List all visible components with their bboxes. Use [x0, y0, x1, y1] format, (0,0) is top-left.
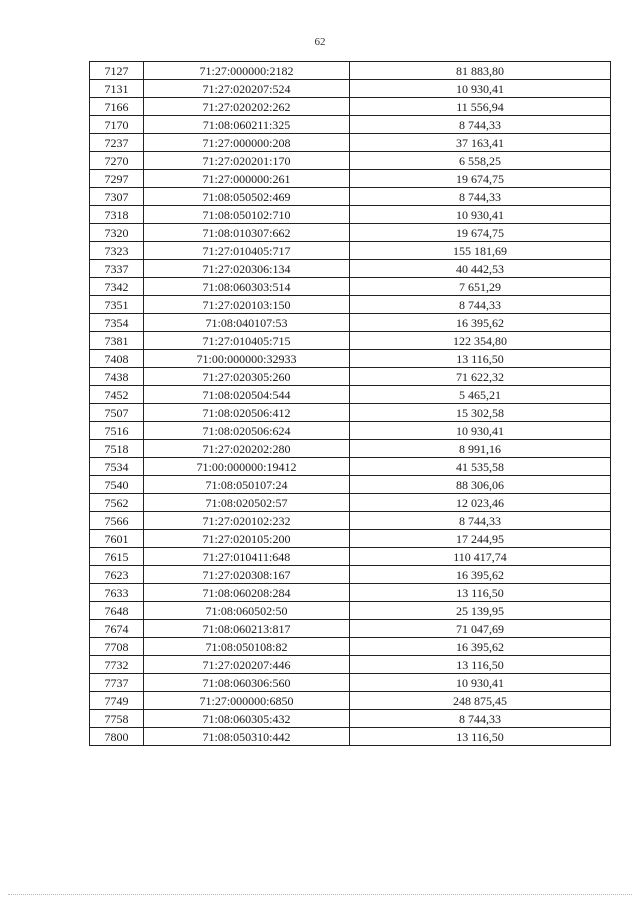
amount-cell: 248 875,45 — [350, 692, 611, 710]
table-row — [90, 62, 611, 80]
cadastral-number-cell: 71:08:060306:560 — [144, 674, 350, 692]
cadastral-number-cell: 71:27:020306:134 — [144, 260, 350, 278]
row-number-cell: 7507 — [90, 404, 144, 422]
table-row — [90, 494, 611, 512]
table-row — [90, 728, 611, 746]
row-number-cell: 7438 — [90, 368, 144, 386]
table-row — [90, 278, 611, 296]
cadastral-number-cell: 71:27:000000:2182 — [144, 62, 350, 80]
cadastral-number-cell: 71:08:060211:325 — [144, 116, 350, 134]
cadastral-number-cell: 71:08:020506:624 — [144, 422, 350, 440]
amount-cell: 10 930,41 — [350, 80, 611, 98]
cadastral-number-cell: 71:27:010405:717 — [144, 242, 350, 260]
table-row — [90, 566, 611, 584]
footer-scan-artifact — [8, 892, 632, 895]
amount-cell: 8 744,33 — [350, 116, 611, 134]
table-row — [90, 710, 611, 728]
row-number-cell: 7737 — [90, 674, 144, 692]
amount-cell: 8 991,16 — [350, 440, 611, 458]
table-row — [90, 332, 611, 350]
cadastral-number-cell: 71:27:000000:208 — [144, 134, 350, 152]
table-row — [90, 530, 611, 548]
table-row — [90, 368, 611, 386]
cadastral-number-cell: 71:08:050310:442 — [144, 728, 350, 746]
row-number-cell: 7633 — [90, 584, 144, 602]
cadastral-table — [89, 61, 611, 746]
cadastral-number-cell: 71:27:020202:280 — [144, 440, 350, 458]
cadastral-number-cell: 71:27:020305:260 — [144, 368, 350, 386]
table-row — [90, 656, 611, 674]
cadastral-number-cell: 71:27:020103:150 — [144, 296, 350, 314]
table-row — [90, 116, 611, 134]
amount-cell: 10 930,41 — [350, 422, 611, 440]
amount-cell: 8 744,33 — [350, 296, 611, 314]
cadastral-number-cell: 71:27:020105:200 — [144, 530, 350, 548]
cadastral-number-cell: 71:27:020102:232 — [144, 512, 350, 530]
cadastral-number-cell: 71:27:000000:261 — [144, 170, 350, 188]
row-number-cell: 7601 — [90, 530, 144, 548]
table-row — [90, 692, 611, 710]
row-number-cell: 7127 — [90, 62, 144, 80]
table-row — [90, 188, 611, 206]
page-number: 62 — [314, 36, 326, 48]
cadastral-number-cell: 71:27:000000:6850 — [144, 692, 350, 710]
cadastral-number-cell: 71:27:020207:446 — [144, 656, 350, 674]
row-number-cell: 7307 — [90, 188, 144, 206]
table-row — [90, 152, 611, 170]
amount-cell: 16 395,62 — [350, 566, 611, 584]
table-row — [90, 350, 611, 368]
table-row — [90, 476, 611, 494]
amount-cell: 13 116,50 — [350, 656, 611, 674]
row-number-cell: 7708 — [90, 638, 144, 656]
row-number-cell: 7562 — [90, 494, 144, 512]
amount-cell: 88 306,06 — [350, 476, 611, 494]
amount-cell: 122 354,80 — [350, 332, 611, 350]
table-row — [90, 422, 611, 440]
row-number-cell: 7351 — [90, 296, 144, 314]
row-number-cell: 7342 — [90, 278, 144, 296]
amount-cell: 19 674,75 — [350, 170, 611, 188]
row-number-cell: 7170 — [90, 116, 144, 134]
amount-cell: 8 744,33 — [350, 188, 611, 206]
amount-cell: 8 744,33 — [350, 512, 611, 530]
cadastral-number-cell: 71:27:020308:167 — [144, 566, 350, 584]
row-number-cell: 7758 — [90, 710, 144, 728]
cadastral-number-cell: 71:27:010411:648 — [144, 548, 350, 566]
table-row — [90, 584, 611, 602]
row-number-cell: 7354 — [90, 314, 144, 332]
row-number-cell: 7516 — [90, 422, 144, 440]
table-row — [90, 80, 611, 98]
row-number-cell: 7297 — [90, 170, 144, 188]
amount-cell: 37 163,41 — [350, 134, 611, 152]
table-row — [90, 242, 611, 260]
row-number-cell: 7623 — [90, 566, 144, 584]
row-number-cell: 7452 — [90, 386, 144, 404]
cadastral-number-cell: 71:08:050102:710 — [144, 206, 350, 224]
amount-cell: 40 442,53 — [350, 260, 611, 278]
row-number-cell: 7381 — [90, 332, 144, 350]
row-number-cell: 7237 — [90, 134, 144, 152]
table-row — [90, 170, 611, 188]
row-number-cell: 7732 — [90, 656, 144, 674]
amount-cell: 110 417,74 — [350, 548, 611, 566]
row-number-cell: 7540 — [90, 476, 144, 494]
table-row — [90, 260, 611, 278]
cadastral-number-cell: 71:08:020504:544 — [144, 386, 350, 404]
row-number-cell: 7534 — [90, 458, 144, 476]
table-row — [90, 512, 611, 530]
table-row — [90, 314, 611, 332]
amount-cell: 7 651,29 — [350, 278, 611, 296]
cadastral-number-cell: 71:08:020502:57 — [144, 494, 350, 512]
amount-cell: 5 465,21 — [350, 386, 611, 404]
table-row — [90, 620, 611, 638]
table-row — [90, 98, 611, 116]
row-number-cell: 7320 — [90, 224, 144, 242]
table-body — [90, 62, 611, 746]
cadastral-number-cell: 71:08:040107:53 — [144, 314, 350, 332]
table-row — [90, 602, 611, 620]
cadastral-number-cell: 71:27:020202:262 — [144, 98, 350, 116]
row-number-cell: 7337 — [90, 260, 144, 278]
row-number-cell: 7270 — [90, 152, 144, 170]
table-row — [90, 674, 611, 692]
table-row — [90, 458, 611, 476]
amount-cell: 16 395,62 — [350, 314, 611, 332]
cadastral-number-cell: 71:08:050108:82 — [144, 638, 350, 656]
amount-cell: 16 395,62 — [350, 638, 611, 656]
table-row — [90, 404, 611, 422]
cadastral-number-cell: 71:08:060502:50 — [144, 602, 350, 620]
amount-cell: 8 744,33 — [350, 710, 611, 728]
amount-cell: 13 116,50 — [350, 350, 611, 368]
row-number-cell: 7566 — [90, 512, 144, 530]
amount-cell: 25 139,95 — [350, 602, 611, 620]
table-row — [90, 134, 611, 152]
amount-cell: 17 244,95 — [350, 530, 611, 548]
cadastral-number-cell: 71:08:020506:412 — [144, 404, 350, 422]
row-number-cell: 7408 — [90, 350, 144, 368]
row-number-cell: 7800 — [90, 728, 144, 746]
cadastral-number-cell: 71:27:010405:715 — [144, 332, 350, 350]
cadastral-number-cell: 71:00:000000:19412 — [144, 458, 350, 476]
table-row — [90, 548, 611, 566]
cadastral-number-cell: 71:08:010307:662 — [144, 224, 350, 242]
cadastral-number-cell: 71:08:060208:284 — [144, 584, 350, 602]
amount-cell: 15 302,58 — [350, 404, 611, 422]
row-number-cell: 7648 — [90, 602, 144, 620]
row-number-cell: 7131 — [90, 80, 144, 98]
amount-cell: 155 181,69 — [350, 242, 611, 260]
cadastral-number-cell: 71:08:050107:24 — [144, 476, 350, 494]
row-number-cell: 7518 — [90, 440, 144, 458]
row-number-cell: 7615 — [90, 548, 144, 566]
amount-cell: 71 047,69 — [350, 620, 611, 638]
cadastral-number-cell: 71:27:020201:170 — [144, 152, 350, 170]
table-row — [90, 638, 611, 656]
cadastral-number-cell: 71:08:060305:432 — [144, 710, 350, 728]
amount-cell: 13 116,50 — [350, 584, 611, 602]
table-row — [90, 386, 611, 404]
cadastral-number-cell: 71:08:060213:817 — [144, 620, 350, 638]
table-row — [90, 224, 611, 242]
row-number-cell: 7318 — [90, 206, 144, 224]
row-number-cell: 7166 — [90, 98, 144, 116]
cadastral-number-cell: 71:08:060303:514 — [144, 278, 350, 296]
table-row — [90, 206, 611, 224]
amount-cell: 6 558,25 — [350, 152, 611, 170]
table-row — [90, 440, 611, 458]
amount-cell: 71 622,32 — [350, 368, 611, 386]
amount-cell: 10 930,41 — [350, 674, 611, 692]
amount-cell: 11 556,94 — [350, 98, 611, 116]
row-number-cell: 7323 — [90, 242, 144, 260]
cadastral-number-cell: 71:08:050502:469 — [144, 188, 350, 206]
amount-cell: 19 674,75 — [350, 224, 611, 242]
amount-cell: 81 883,80 — [350, 62, 611, 80]
row-number-cell: 7674 — [90, 620, 144, 638]
amount-cell: 41 535,58 — [350, 458, 611, 476]
amount-cell: 10 930,41 — [350, 206, 611, 224]
cadastral-number-cell: 71:27:020207:524 — [144, 80, 350, 98]
cadastral-number-cell: 71:00:000000:32933 — [144, 350, 350, 368]
table-row — [90, 296, 611, 314]
amount-cell: 12 023,46 — [350, 494, 611, 512]
row-number-cell: 7749 — [90, 692, 144, 710]
amount-cell: 13 116,50 — [350, 728, 611, 746]
